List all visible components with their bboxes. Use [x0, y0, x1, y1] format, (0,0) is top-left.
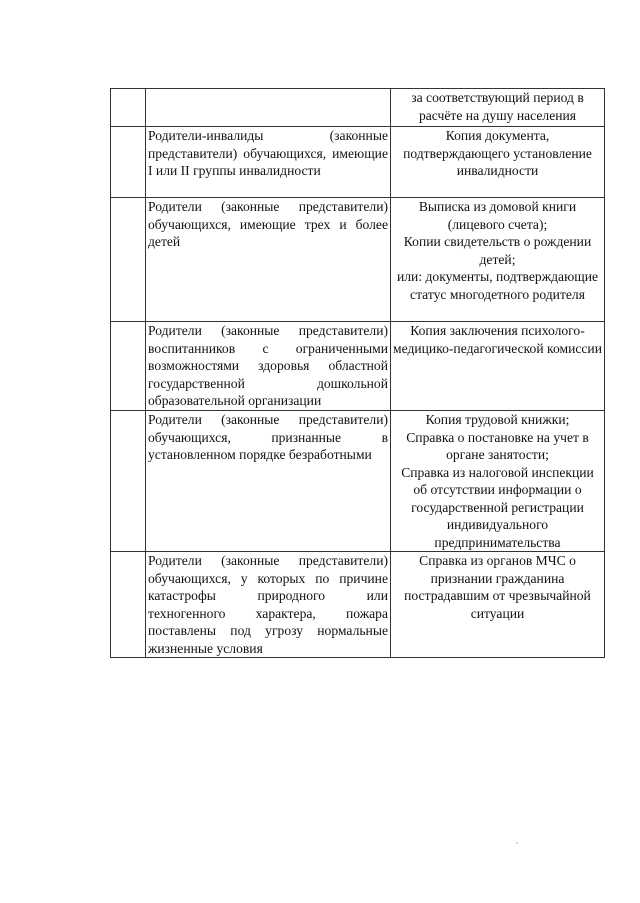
document-item: Справка из органов МЧС о признании гражданина пострадавшим от чрезвычайной ситуации — [404, 553, 591, 621]
documents-cell — [391, 127, 605, 198]
table-row — [111, 89, 605, 127]
document-item: или: документы, подтверждающие статус многодетного родителя — [396, 269, 598, 302]
category-cell: Родители (законные представители) обучающихся, у которых по причине катастрофы природного или техногенного характера, пожара поставлены под угрозу нормальные жизненные условия — [146, 552, 391, 658]
row-number-cell — [111, 198, 146, 322]
table-row — [111, 411, 605, 552]
documents-cell — [391, 411, 605, 552]
table-row — [111, 198, 605, 322]
documents-table — [110, 88, 605, 658]
table-row — [111, 322, 605, 411]
document-item: за соответствующий период в расчёте на душу населения — [411, 90, 584, 123]
table-row — [111, 127, 605, 198]
row-number-cell — [111, 322, 146, 411]
documents-cell — [391, 198, 605, 322]
document-item: Выписка из домовой книги (лицевого счета); — [418, 199, 577, 232]
category-cell: Родители (законные представители) воспитанников с ограниченными возможностями здоровья областной государственной дошкольной образовательной организации — [146, 322, 391, 411]
category-cell: Родители (законные представители) обучающихся, признанные в установленном порядке безработными — [146, 411, 391, 552]
document-item: Справка из налоговой инспекции об отсутствии информации о государственной регистрации индивидуального предпринимательства — [401, 464, 594, 550]
document-item: Копия трудовой книжки; — [425, 412, 570, 427]
document-item: Копия заключения психолого-медицико-педагогической комиссии — [393, 323, 602, 356]
row-number-cell — [111, 89, 146, 127]
documents-cell — [391, 322, 605, 411]
document-item: Копии свидетельств о рождении детей; — [403, 234, 592, 267]
table-row — [111, 552, 605, 658]
scan-artifact — [516, 842, 518, 844]
document-item: Копия документа, подтверждающего установление инвалидности — [403, 128, 592, 178]
category-cell: Родители (законные представители) обучающихся, имеющие трех и более детей — [146, 198, 391, 322]
row-number-cell — [111, 552, 146, 658]
row-number-cell — [111, 127, 146, 198]
row-number-cell — [111, 411, 146, 552]
documents-cell — [391, 552, 605, 658]
document-item: Справка о постановке на учет в органе занятости; — [406, 429, 589, 462]
category-cell: Родители-инвалиды (законные представители) обучающихся, имеющие I или II группы инвалидности — [146, 127, 391, 198]
documents-cell — [391, 89, 605, 127]
category-cell — [146, 89, 391, 127]
